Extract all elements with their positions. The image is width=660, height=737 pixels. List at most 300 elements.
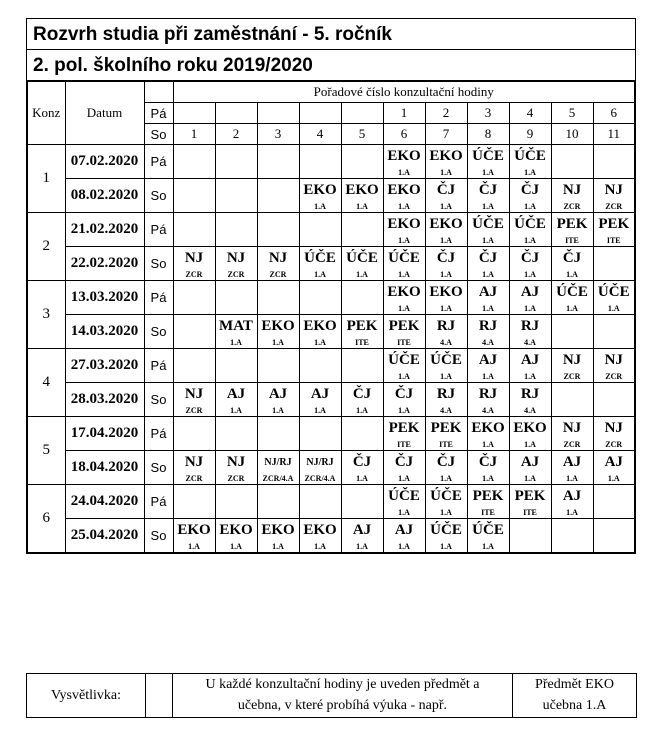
subject-cell: ČJ (467, 179, 509, 202)
subject-cell: NJ (173, 451, 215, 474)
konz-number: 2 (27, 213, 65, 281)
subject-cell (257, 485, 299, 508)
room-cell: 1.A (467, 541, 509, 553)
subject-cell (341, 213, 383, 236)
room-cell (593, 167, 635, 179)
subject-cell: ČJ (467, 451, 509, 474)
room-cell: 1.A (593, 303, 635, 315)
subject-cell (173, 179, 215, 202)
date-cell: 22.02.2020 (65, 247, 144, 281)
room-cell: 1.A (425, 269, 467, 281)
schedule-table (26, 80, 636, 554)
pa-lesson-number: 4 (509, 103, 551, 124)
subject-cell (593, 315, 635, 338)
subject-cell: ČJ (551, 247, 593, 270)
subject-cell: AJ (299, 383, 341, 406)
room-cell: ZCR (215, 473, 257, 485)
room-cell: ITE (341, 337, 383, 349)
room-cell (215, 303, 257, 315)
subject-cell: EKO (299, 179, 341, 202)
room-cell: 1.A (299, 541, 341, 553)
subject-cell: AJ (551, 451, 593, 474)
legend-table (26, 673, 637, 718)
room-cell: 1.A (215, 541, 257, 553)
legend-label: Vysvětlivka: (27, 674, 146, 718)
subject-cell: EKO (383, 179, 425, 202)
subject-cell: NJ (257, 247, 299, 270)
so-lesson-number: 5 (341, 124, 383, 145)
so-lesson-number: 10 (551, 124, 593, 145)
subject-cell (551, 519, 593, 542)
subject-cell: ÚČE (551, 281, 593, 304)
room-cell: 1.A (299, 269, 341, 281)
room-cell: 1.A (467, 201, 509, 213)
room-cell: 1.A (467, 235, 509, 247)
room-cell: 1.A (425, 167, 467, 179)
subject-cell: PEK (551, 213, 593, 236)
subject-cell: AJ (467, 349, 509, 372)
subject-cell (341, 349, 383, 372)
date-cell: 24.04.2020 (65, 485, 144, 519)
subject-cell (173, 417, 215, 440)
schedule-row (27, 451, 635, 474)
subject-cell (257, 281, 299, 304)
room-cell: 1.A (551, 303, 593, 315)
room-cell: 1.A (383, 235, 425, 247)
subject-cell (173, 349, 215, 372)
subject-cell: AJ (215, 383, 257, 406)
room-cell: 1.A (551, 473, 593, 485)
subject-cell: EKO (299, 519, 341, 542)
legend-text-1: U každé konzultační hodiny je uveden předmět a (173, 674, 513, 696)
date-cell: 08.02.2020 (65, 179, 144, 213)
room-cell: 1.A (383, 371, 425, 383)
room-cell (299, 167, 341, 179)
subject-cell: EKO (509, 417, 551, 440)
day-cell: So (144, 519, 173, 554)
subject-cell (173, 281, 215, 304)
day-cell: Pá (144, 417, 173, 451)
room-cell: ZCR (593, 201, 635, 213)
subject-cell: EKO (383, 213, 425, 236)
subject-cell: NJ/RJ (257, 451, 299, 474)
subject-cell: RJ (425, 383, 467, 406)
room-cell: 1.A (341, 405, 383, 417)
subject-cell: EKO (257, 519, 299, 542)
room-cell: ZCR (173, 269, 215, 281)
schedule-sheet (26, 18, 636, 554)
subject-cell: EKO (299, 315, 341, 338)
room-cell (215, 167, 257, 179)
subject-cell (215, 485, 257, 508)
page-title: Rozvrh studia při zaměstnání - 5. ročník (26, 18, 636, 49)
subject-cell: AJ (383, 519, 425, 542)
subject-cell (215, 281, 257, 304)
room-cell (341, 507, 383, 519)
day-cell: So (144, 315, 173, 349)
room-cell (341, 167, 383, 179)
room-cell: 1.A (509, 303, 551, 315)
subject-cell: AJ (593, 451, 635, 474)
room-cell (551, 167, 593, 179)
room-cell: 1.A (383, 541, 425, 553)
subject-cell: PEK (425, 417, 467, 440)
room-cell: 1.A (341, 269, 383, 281)
subject-cell (341, 281, 383, 304)
pa-lesson-number: 2 (425, 103, 467, 124)
room-cell: 1.A (383, 167, 425, 179)
date-cell: 07.02.2020 (65, 145, 144, 179)
subject-cell (173, 213, 215, 236)
subject-cell (173, 485, 215, 508)
subject-cell: NJ (593, 349, 635, 372)
konz-number: 5 (27, 417, 65, 485)
room-cell (593, 541, 635, 553)
room-cell (593, 405, 635, 417)
subject-cell (215, 145, 257, 168)
room-cell (215, 371, 257, 383)
subject-cell (299, 145, 341, 168)
subject-cell: NJ (173, 247, 215, 270)
so-lesson-number: 11 (593, 124, 635, 145)
room-cell: 1.A (509, 473, 551, 485)
subject-cell: ÚČE (341, 247, 383, 270)
room-cell (173, 235, 215, 247)
so-lesson-number: 6 (383, 124, 425, 145)
room-cell: ZCR (593, 439, 635, 451)
subject-cell: PEK (383, 315, 425, 338)
subject-cell (551, 145, 593, 168)
room-cell: 1.A (383, 201, 425, 213)
room-cell: 4.A (509, 405, 551, 417)
subject-cell (299, 485, 341, 508)
subject-cell: RJ (509, 315, 551, 338)
subject-cell (299, 213, 341, 236)
subject-cell (341, 145, 383, 168)
room-cell: 1.A (509, 439, 551, 451)
pa-lesson-number: 3 (467, 103, 509, 124)
room-cell: 1.A (467, 269, 509, 281)
room-cell: ZCR (173, 473, 215, 485)
room-cell (173, 507, 215, 519)
room-cell: ITE (383, 337, 425, 349)
subject-cell (215, 349, 257, 372)
room-cell: 1.A (467, 303, 509, 315)
schedule-row (27, 383, 635, 406)
date-cell: 18.04.2020 (65, 451, 144, 485)
room-cell (593, 337, 635, 349)
subject-cell (593, 519, 635, 542)
room-cell (299, 439, 341, 451)
schedule-row (27, 179, 635, 202)
room-cell: ZCR (215, 269, 257, 281)
room-cell: 1.A (509, 201, 551, 213)
room-cell: ITE (383, 439, 425, 451)
subject-cell: NJ/RJ (299, 451, 341, 474)
date-cell: 28.03.2020 (65, 383, 144, 417)
pa-lesson-number: 1 (383, 103, 425, 124)
room-cell: ZCR (551, 371, 593, 383)
subject-cell: ÚČE (509, 213, 551, 236)
subject-cell (215, 213, 257, 236)
schedule-row (27, 519, 635, 542)
room-cell: 1.A (257, 405, 299, 417)
subject-cell: EKO (467, 417, 509, 440)
subject-cell: EKO (257, 315, 299, 338)
room-cell (173, 167, 215, 179)
room-cell (341, 235, 383, 247)
room-cell: 1.A (425, 541, 467, 553)
subject-cell: NJ (215, 247, 257, 270)
subject-cell: NJ (551, 349, 593, 372)
room-cell (215, 439, 257, 451)
subject-cell: ÚČE (425, 485, 467, 508)
subject-cell: RJ (467, 315, 509, 338)
subject-cell: ČJ (509, 247, 551, 270)
room-cell: ZCR (551, 201, 593, 213)
subject-cell: EKO (173, 519, 215, 542)
room-cell: 1.A (509, 235, 551, 247)
subject-cell: ÚČE (425, 519, 467, 542)
date-cell: 14.03.2020 (65, 315, 144, 349)
schedule-row (27, 213, 635, 236)
room-cell: 1.A (425, 201, 467, 213)
subject-cell: ÚČE (383, 247, 425, 270)
room-cell: 1.A (467, 439, 509, 451)
room-cell (593, 507, 635, 519)
room-cell (593, 269, 635, 281)
room-cell: 1.A (425, 303, 467, 315)
subject-cell: ÚČE (299, 247, 341, 270)
so-label: So (144, 124, 173, 145)
room-cell: 1.A (509, 371, 551, 383)
room-cell (299, 235, 341, 247)
subject-cell (341, 417, 383, 440)
pa-lesson-number (257, 103, 299, 124)
room-cell (173, 371, 215, 383)
room-cell: 1.A (425, 371, 467, 383)
subject-cell (257, 179, 299, 202)
room-cell: ZCR (173, 405, 215, 417)
legend-example-2: učebna 1.A (513, 696, 637, 718)
subject-cell: ČJ (425, 179, 467, 202)
subject-cell (173, 145, 215, 168)
room-cell (173, 201, 215, 213)
room-cell: 1.A (341, 541, 383, 553)
subject-cell (257, 417, 299, 440)
date-cell: 13.03.2020 (65, 281, 144, 315)
subject-cell (299, 417, 341, 440)
subject-cell: NJ (551, 179, 593, 202)
subject-cell: ÚČE (467, 519, 509, 542)
schedule-row (27, 247, 635, 270)
konz-number: 3 (27, 281, 65, 349)
subject-cell: ČJ (467, 247, 509, 270)
room-cell: 1.A (383, 269, 425, 281)
subject-cell: EKO (425, 145, 467, 168)
room-cell: 1.A (383, 303, 425, 315)
room-cell: ITE (551, 235, 593, 247)
day-cell: Pá (144, 485, 173, 519)
room-cell: 1.A (509, 167, 551, 179)
pa-lesson-number: 5 (551, 103, 593, 124)
room-cell (257, 167, 299, 179)
subject-cell: PEK (467, 485, 509, 508)
room-cell (551, 541, 593, 553)
subject-cell: ČJ (341, 383, 383, 406)
date-cell: 27.03.2020 (65, 349, 144, 383)
subject-cell: AJ (467, 281, 509, 304)
room-cell: 1.A (299, 201, 341, 213)
subject-cell: PEK (509, 485, 551, 508)
subject-cell: ÚČE (593, 281, 635, 304)
schedule-row (27, 145, 635, 168)
room-cell: 4.A (425, 405, 467, 417)
legend-example-1: Předmět EKO (513, 674, 637, 696)
room-cell: 1.A (341, 201, 383, 213)
konz-number: 6 (27, 485, 65, 554)
room-cell (551, 337, 593, 349)
day-cell: So (144, 179, 173, 213)
room-cell: ZCR (551, 439, 593, 451)
room-cell (173, 337, 215, 349)
schedule-row (27, 485, 635, 508)
subject-cell (257, 145, 299, 168)
room-cell (215, 201, 257, 213)
room-cell (299, 507, 341, 519)
subject-cell: EKO (383, 281, 425, 304)
room-cell (299, 303, 341, 315)
pa-label: Pá (144, 103, 173, 124)
date-cell: 21.02.2020 (65, 213, 144, 247)
legend-text-2: učebna, v které probíhá výuka - např. (173, 696, 513, 718)
room-cell: ZCR/4.A (299, 473, 341, 485)
so-lesson-number: 7 (425, 124, 467, 145)
room-cell: ZCR/4.A (257, 473, 299, 485)
subject-cell: ÚČE (509, 145, 551, 168)
room-cell: 1.A (467, 167, 509, 179)
datum-header: Datum (65, 81, 144, 145)
subject-cell: PEK (383, 417, 425, 440)
subject-cell (509, 519, 551, 542)
schedule-row (27, 281, 635, 304)
room-cell: 1.A (425, 507, 467, 519)
schedule-row (27, 349, 635, 372)
room-cell: 1.A (215, 337, 257, 349)
subject-cell: NJ (215, 451, 257, 474)
room-cell: 1.A (215, 405, 257, 417)
room-cell (215, 507, 257, 519)
room-cell (257, 201, 299, 213)
subject-cell: NJ (173, 383, 215, 406)
konz-number: 1 (27, 145, 65, 213)
room-cell: 1.A (299, 405, 341, 417)
page-subtitle: 2. pol. školního roku 2019/2020 (26, 49, 636, 80)
subject-cell: ÚČE (383, 349, 425, 372)
so-lesson-number: 2 (215, 124, 257, 145)
day-cell: So (144, 247, 173, 281)
subject-cell: AJ (551, 485, 593, 508)
day-cell: So (144, 451, 173, 485)
day-cell: So (144, 383, 173, 417)
room-cell (341, 303, 383, 315)
pa-lesson-number (173, 103, 215, 124)
subject-cell: ÚČE (425, 349, 467, 372)
konz-number: 4 (27, 349, 65, 417)
subject-cell: RJ (509, 383, 551, 406)
room-cell (341, 371, 383, 383)
subject-cell (593, 247, 635, 270)
subject-cell (593, 383, 635, 406)
subject-cell: EKO (425, 213, 467, 236)
room-cell: 1.A (173, 541, 215, 553)
day-cell: Pá (144, 349, 173, 383)
subject-cell: ČJ (383, 451, 425, 474)
pa-lesson-number: 6 (593, 103, 635, 124)
room-cell: 4.A (467, 405, 509, 417)
subject-cell: ČJ (509, 179, 551, 202)
date-cell: 25.04.2020 (65, 519, 144, 554)
room-cell: ZCR (593, 371, 635, 383)
so-lesson-number: 8 (467, 124, 509, 145)
subject-cell (215, 179, 257, 202)
room-cell: ITE (509, 507, 551, 519)
subject-cell: ČJ (383, 383, 425, 406)
room-cell: 4.A (425, 337, 467, 349)
so-lesson-number: 1 (173, 124, 215, 145)
room-cell: ZCR (257, 269, 299, 281)
subject-cell: ČJ (425, 247, 467, 270)
room-cell (341, 439, 383, 451)
subject-cell: NJ (551, 417, 593, 440)
subject-cell: PEK (593, 213, 635, 236)
subject-cell: AJ (257, 383, 299, 406)
room-cell: 1.A (341, 473, 383, 485)
room-cell (257, 303, 299, 315)
subject-cell (593, 145, 635, 168)
konz-header: Konz (27, 81, 65, 145)
room-cell (257, 507, 299, 519)
subject-cell: RJ (467, 383, 509, 406)
subject-cell (341, 485, 383, 508)
date-cell: 17.04.2020 (65, 417, 144, 451)
room-cell (257, 371, 299, 383)
subject-cell: MAT (215, 315, 257, 338)
subject-cell (173, 315, 215, 338)
room-cell (509, 541, 551, 553)
subject-cell (299, 281, 341, 304)
subject-cell: AJ (341, 519, 383, 542)
room-cell (257, 235, 299, 247)
day-cell: Pá (144, 145, 173, 179)
pa-lesson-number (341, 103, 383, 124)
room-cell (173, 439, 215, 451)
schedule-row (27, 417, 635, 440)
room-cell (257, 439, 299, 451)
room-cell: 1.A (551, 269, 593, 281)
subject-cell: AJ (509, 281, 551, 304)
lesson-number-header: Pořadové číslo konzultační hodiny (173, 81, 635, 103)
room-cell: 1.A (509, 269, 551, 281)
subject-cell: AJ (509, 451, 551, 474)
room-cell: 1.A (383, 473, 425, 485)
subject-cell: EKO (425, 281, 467, 304)
subject-cell (551, 315, 593, 338)
room-cell: 1.A (467, 473, 509, 485)
subject-cell (257, 213, 299, 236)
pa-lesson-number (215, 103, 257, 124)
room-cell (551, 405, 593, 417)
